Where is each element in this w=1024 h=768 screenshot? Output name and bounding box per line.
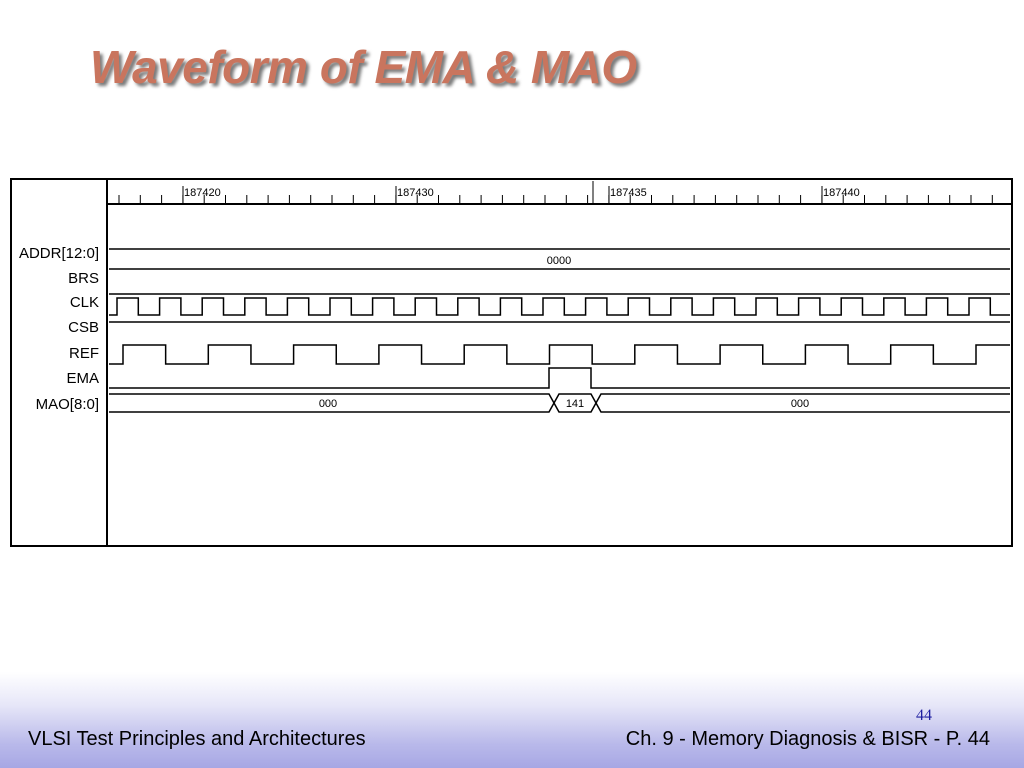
mao-value: 000 [790,398,810,410]
addr-trace [109,249,1010,269]
signal-name-clk: CLK [69,294,99,311]
time-tick-label: 187420 [184,187,221,199]
waveform-frame [11,179,1012,546]
time-tick-label: 187435 [610,187,647,199]
mao-value: 141 [565,398,585,410]
waveform-svg [10,178,1013,547]
signal-names [19,245,99,413]
footer-course-title: VLSI Test Principles and Architectures [28,728,366,750]
signal-name-ref: REF [69,345,99,362]
signal-name-mao: MAO[8:0] [35,396,99,413]
clk-trace [109,298,1010,315]
time-tick-label: 187440 [823,187,860,199]
signal-name-csb: CSB [68,319,99,336]
ref-trace [109,345,1010,364]
slide-number: 44 [916,707,932,724]
signal-name-ema: EMA [66,370,99,387]
footer-band [0,672,1024,768]
slide-title: Waveform of EMA & MAO [90,41,637,93]
mao-value: 000 [318,398,338,410]
timescale [119,186,992,203]
minor-ticks [119,195,992,203]
signal-name-addr: ADDR[12:0] [18,245,99,262]
signal-name-brs: BRS [68,270,99,287]
footer-chapter: Ch. 9 - Memory Diagnosis & BISR - P. 44 [625,728,990,750]
ema-trace [109,368,1010,388]
waveform-viewer [10,178,1013,547]
addr-value: 0000 [546,255,572,267]
mao-trace [109,394,1010,412]
time-tick-label: 187430 [397,187,434,199]
